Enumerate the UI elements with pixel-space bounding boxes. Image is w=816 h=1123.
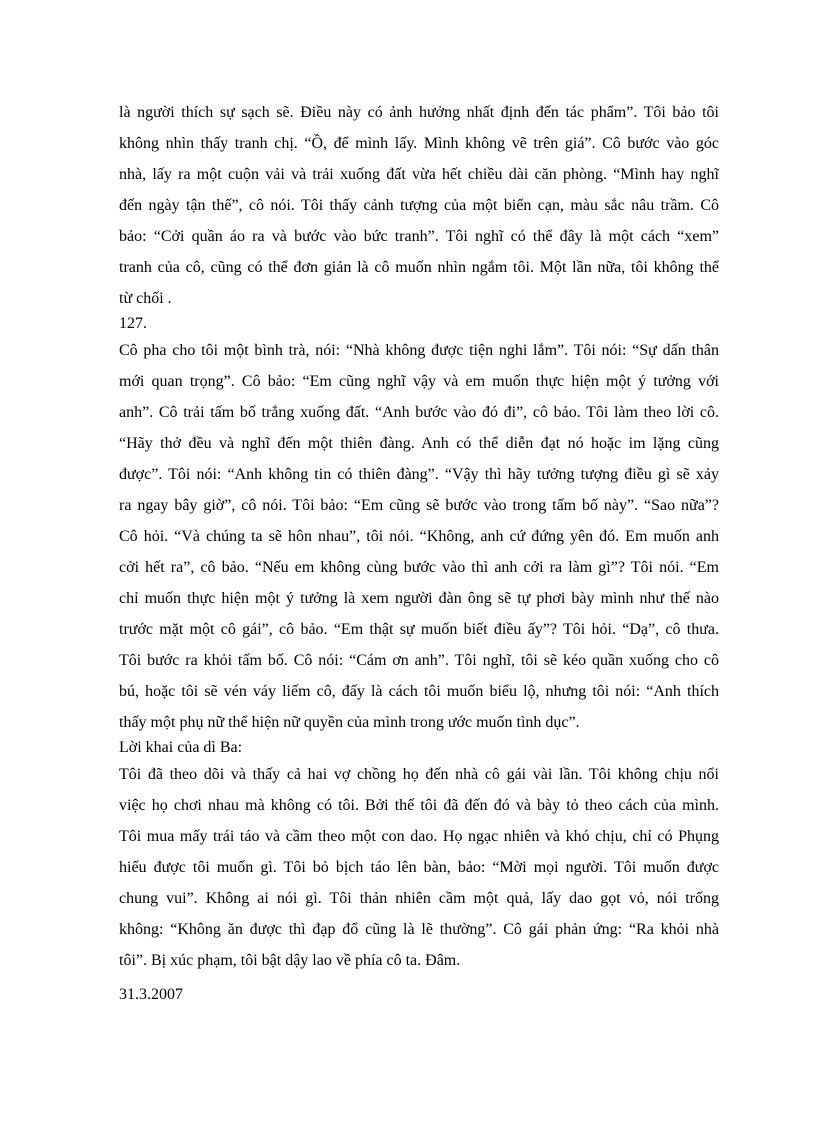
text-line: “Hãy thở đều và nghĩ đến một thiên đàng. Anh có thể diễn đạt nó hoặc im lặng cũng [119, 435, 719, 452]
testimony-heading: Lời khai của dì Ba: [119, 739, 243, 756]
text-line: nhà, lấy ra một cuộn vải và trải xuống đất vừa hết chiều dài căn phòng. “Mình hay nghĩ [119, 166, 719, 183]
text-line: Tôi đã theo dõi và thấy cả hai vợ chồng họ đến nhà cô gái vài lần. Tôi không chịu nổi [119, 766, 719, 783]
text-line: là người thích sự sạch sẽ. Điều này có ảnh hưởng nhất định đến tác phẩm”. Tôi bảo tôi [119, 104, 719, 121]
text-line: ra ngay bây giờ”, cô nói. Tôi bảo: “Em cũng sẽ bước vào trong tấm bố này”. “Sao nữa”? [119, 497, 719, 514]
text-line: hiểu được tôi muốn gì. Tôi bỏ bịch táo lên bàn, bảo: “Mời mọi người. Tôi muốn được [119, 859, 719, 876]
text-line: từ chối . [119, 290, 172, 307]
section-number: 127. [119, 315, 147, 332]
text-line: đến ngày tận thế”, cô nói. Tôi thấy cảnh tượng của một biển cạn, màu sắc nâu trầm. Cô [119, 197, 719, 214]
text-line: được”. Tôi nói: “Anh không tin có thiên đàng”. “Vậy thì hãy tưởng tượng điều gì sẽ xảy [119, 466, 719, 483]
date-line: 31.3.2007 [119, 986, 183, 1003]
text-line: anh”. Cô trải tấm bố trắng xuống đất. “Anh bước vào đó đi”, cô bảo. Tôi làm theo lời cô. [119, 404, 719, 421]
text-line: không nhìn thấy tranh chị. “Ồ, để mình lấy. Mình không vẽ trên giá”. Cô bước vào góc [119, 135, 719, 152]
text-line: bảo: “Cởi quần áo ra và bước vào bức tranh”. Tôi nghĩ có thể đây là một cách “xem” [119, 228, 719, 245]
text-line: cởi hết ra”, cô bảo. “Nếu em không cùng bước vào thì anh cởi ra làm gì”? Tôi nói. “Em [119, 559, 719, 576]
text-line: Tôi mua mấy trái táo và cầm theo một con dao. Họ ngạc nhiên và khó chịu, chỉ có Phụng [119, 828, 719, 845]
text-line: chỉ muốn thực hiện một ý tưởng là xem người đàn ông sẽ tự phơi bày mình như thế nào [119, 590, 719, 607]
text-line: Cô pha cho tôi một bình trà, nói: “Nhà không được tiện nghi lắm”. Tôi nói: “Sự dấn thân [119, 342, 719, 359]
text-line: việc họ chơi nhau mà không có tôi. Bởi thế tôi đã đến đó và bày tỏ theo cách của mình. [119, 797, 719, 814]
text-line: bú, hoặc tôi sẽ vén váy liếm cô, đấy là cách tôi muốn biểu lộ, nhưng tôi nói: “Anh thích [119, 683, 719, 700]
text-line: trước mặt một cô gái”, cô bảo. “Em thật sự muốn biết điều ấy”? Tôi hỏi. “Dạ”, cô thưa. [119, 621, 719, 638]
text-line: không: “Không ăn được thì đạp đổ cũng là lẽ thường”. Cô gái phản ứng: “Ra khỏi nhà [119, 921, 719, 938]
text-line: mới quan trọng”. Cô bảo: “Em cũng nghĩ vậy và em muốn thực hiện một ý tưởng với [119, 373, 719, 390]
text-line: tranh của cô, cũng có thể đơn giản là cô muốn nhìn ngắm tôi. Một lần nữa, tôi không thể [119, 259, 719, 276]
text-line: Tôi bước ra khỏi tấm bố. Cô nói: “Cám ơn anh”. Tôi nghĩ, tôi sẽ kéo quần xuống cho cô [119, 652, 719, 669]
text-line: tôi”. Bị xúc phạm, tôi bật dậy lao về phía cô ta. Đâm. [119, 952, 461, 969]
text-line: chung vui”. Không ai nói gì. Tôi thản nhiên cầm một quả, lấy dao gọt vỏ, nói trống [119, 890, 719, 907]
text-line: Cô hỏi. “Và chúng ta sẽ hôn nhau”, tôi nói. “Không, anh cứ đứng yên đó. Em muốn anh [119, 528, 719, 545]
text-line: thấy một phụ nữ thể hiện nữ quyền của mình trong ước muốn tình dục”. [119, 714, 580, 731]
